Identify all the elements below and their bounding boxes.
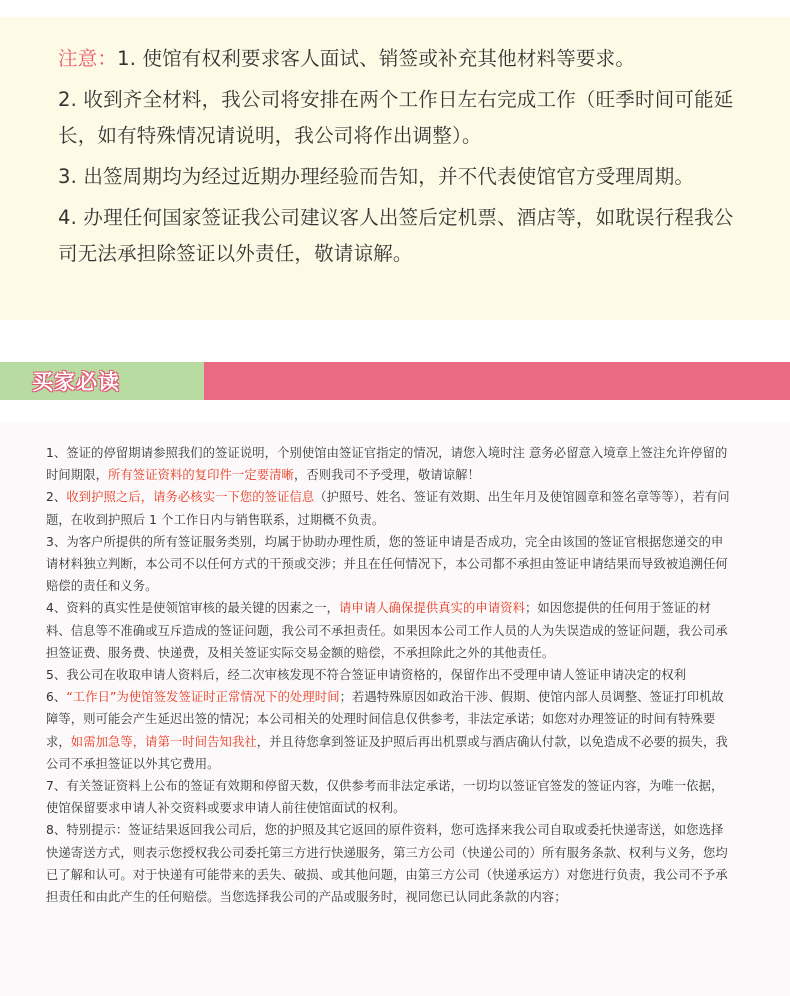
rule-highlight: 如需加急等，请第一时间告知我社 (70, 734, 257, 749)
rule-item-1 (46, 442, 730, 486)
buyer-must-read-bar (0, 362, 790, 400)
rule-item-2 (46, 486, 730, 530)
rule-highlight: 请申请人确保提供真实的申请资料 (339, 601, 526, 616)
buyer-bar-label-block (0, 362, 204, 400)
rule-text: ；如因您提供的任何用于签证的材料、信息等不准确或互斥造成的签证问题，我公司不承担责任。如果因本公司工作人员的人为失误造成的签证问题，我公司承担签证费、服务费、快递费，及相关签证实际交易金额的赔偿，不承担除此之外的其他责任。 (46, 601, 728, 660)
rule-item-7: 7、有关签证资料上公布的签证有效期和停留天数，仅供参考而非法定承诺，一切均以签证官签发的签证内容，为唯一依据，使馆保留要求申请人补交资料或要求申请人前往使馆面试的权利。 (46, 779, 724, 816)
notice-panel (0, 17, 790, 320)
buyer-bar-accent (204, 362, 790, 400)
rule-text: 6、 (46, 690, 67, 705)
rule-item-6 (46, 686, 730, 775)
notice-text-1: 1. 使馆有权利要求客人面试、销签或补充其他材料等要求。 (117, 47, 636, 70)
rules-panel (0, 422, 790, 996)
rule-highlight: 所有签证资料的复印件一定要清晰 (108, 468, 294, 483)
rule-text: 4、资料的真实性是使领馆审核的最关键的因素之一， (46, 601, 340, 616)
notice-line-2: 2. 收到齐全材料，我公司将安排在两个工作日左右完成工作（旺季时间可能延长，如有特殊情况请说明，我公司将作出调整）。 (58, 88, 734, 147)
rule-text: 2、 (46, 490, 67, 505)
rule-text: ，否则我司不予受理，敬请谅解！ (293, 468, 480, 483)
notice-line-1 (58, 41, 734, 77)
rule-item-3: 3、为客户所提供的所有签证服务类别，均属于协助办理性质，您的签证申请是否成功，完全由该国的签证官根据您递交的申请材料独立判断，本公司不以任何方式的干预或交涉；并且在任何情况下，本公司都不承担由签证申请结果而导致被追溯任何赔偿的责任和义务。 (46, 534, 728, 594)
rule-item-8: 8、特别提示：签证结果返回我公司后，您的护照及其它返回的原件资料，您可选择来我公司自取或委托快递寄送，如您选择快递寄送方式，则表示您授权我公司委托第三方进行快递服务，第三方公司（快递公司的）所有服务条款、权利与义务，您均已了解和认可。对于快递有可能带来的丢失、破损、或其他问题，由第三方公司（快递承运方）对您进行负责，我公司不予承担责任和由此产生的任何赔偿。当您选择我公司的产品或服务时，视同您已认同此条款的内容； (46, 823, 728, 905)
notice-line-4: 4. 办理任何国家签证我公司建议客人出签后定机票、酒店等，如耽误行程我公司无法承担除签证以外责任，敬请谅解。 (58, 206, 734, 265)
buyer-bar-title: 买家必读 (32, 370, 120, 394)
rule-highlight: “工作日”为使馆签发签证时正常情况下的处理时间 (66, 690, 340, 705)
rule-text: （护照号、姓名、签证有效期、出生年月及使馆圆章和签名章等等），若有问题，在收到护照后 1 个工作日内与销售联系，过期概不负责。 (46, 490, 730, 527)
rule-highlight: 收到护照之后，请务必核实一下您的签证信息 (66, 490, 315, 505)
rule-item-4 (46, 597, 730, 664)
rule-text: 1、签证的停留期请参照我们的签证说明，个别使馆由签证官指定的情况，请您入境时注 意务必留意入境章上签注允许停留的时间期限， (46, 446, 728, 483)
notice-line-3: 3. 出签周期均为经过近期办理经验而告知，并不代表使馆官方受理周期。 (58, 165, 695, 188)
notice-prefix: 注意： (58, 47, 118, 70)
rule-item-5: 5、我公司在收取申请人资料后，经二次审核发现不符合签证申请资格的，保留作出不受理申请人签证申请决定的权利 (46, 668, 687, 683)
rule-text: ；若遇特殊原因如政治干涉、假期、使馆内部人员调整、签证打印机故障等，则可能会产生延迟出签的情况；本公司相关的处理时间信息仅供参考，非法定承诺；如您对办理签证的时间有特殊要求， (46, 690, 724, 749)
rule-text: ，并且待您拿到签证及护照后再出机票或与酒店确认付款，以免造成不必要的损失，我公司不承担签证以外其它费用。 (46, 734, 728, 771)
